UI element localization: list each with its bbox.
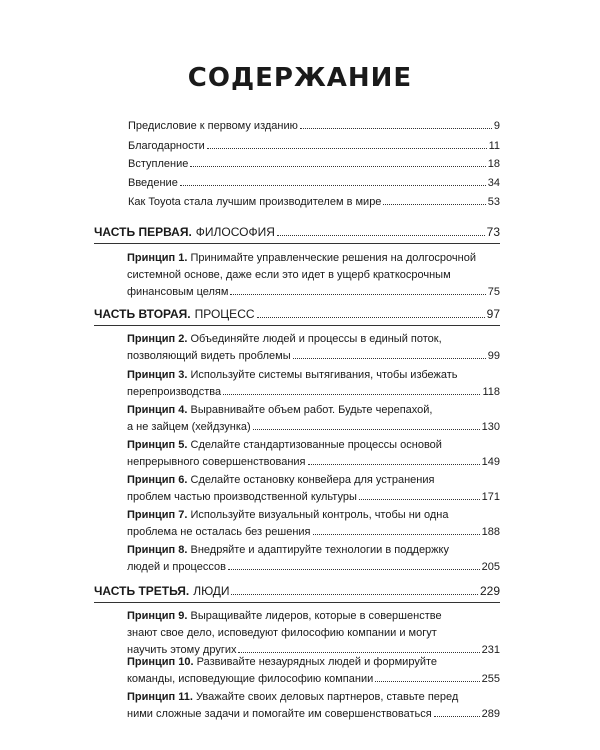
page-number: 75 [487, 286, 500, 298]
page-number: 289 [481, 708, 500, 720]
principle-first-line [127, 691, 458, 703]
principle-line [127, 654, 500, 671]
principle-text: Развивайте незаурядных людей и формируйте [196, 656, 437, 668]
front-matter-item[interactable] [128, 118, 500, 135]
front-matter-item[interactable] [128, 194, 500, 211]
dot-leader [230, 294, 485, 295]
page-number: 130 [481, 421, 500, 433]
principle-line [127, 267, 500, 284]
principle-line [127, 689, 500, 706]
part-divider [94, 325, 500, 326]
principle-line [127, 625, 500, 642]
dot-leader [375, 681, 479, 682]
toc-line [127, 524, 500, 541]
principle-text: позволяющий видеть проблемы [127, 350, 291, 362]
front-matter-item[interactable] [128, 138, 500, 155]
toc-line [94, 306, 500, 323]
toc-line [127, 559, 500, 576]
page-number: 255 [481, 673, 500, 685]
dot-leader [308, 464, 480, 465]
principle-first-line [127, 610, 442, 622]
principle-text: непрерывного совершенствования [127, 456, 306, 468]
principle-line [127, 507, 500, 524]
principle-label: Принцип 9. [127, 610, 188, 622]
entry-title: Предисловие к первому изданию [128, 120, 298, 132]
part-heading[interactable] [94, 306, 500, 323]
principle-text: а не зайцем (хейдзунка) [127, 421, 251, 433]
principle-item[interactable] [127, 608, 500, 659]
toc-line [94, 583, 500, 600]
principle-item[interactable] [127, 367, 500, 401]
principle-text: системной основе, даже если это идет в ущерб краткосрочным [127, 269, 451, 281]
principle-first-line [127, 404, 432, 416]
toc-line [127, 671, 500, 688]
principle-first-line [127, 439, 442, 451]
page-number: 118 [482, 386, 500, 398]
dot-leader [228, 569, 480, 570]
principle-line [127, 402, 500, 419]
page-number: 73 [486, 225, 500, 239]
dot-leader [207, 148, 487, 149]
dot-leader [293, 358, 486, 359]
toc-line [127, 419, 500, 436]
principle-item[interactable] [127, 472, 500, 506]
entry-title: Вступление [128, 158, 189, 170]
toc-line [128, 194, 500, 211]
toc-line [128, 118, 500, 135]
principle-label: Принцип 3. [127, 369, 188, 381]
page-number: 53 [487, 196, 500, 208]
page-number: 9 [493, 120, 500, 132]
principle-first-line [127, 474, 434, 486]
principle-line [127, 250, 500, 267]
principle-label: Принцип 7. [127, 509, 188, 521]
dot-leader [359, 499, 480, 500]
principle-text: знают свое дело, исповедуют философию компании и могут [127, 627, 437, 639]
toc-line [127, 384, 500, 401]
principle-line [127, 437, 500, 454]
principle-text: людей и процессов [127, 561, 226, 573]
principle-text: Сделайте остановку конвейера для устранения [190, 474, 435, 486]
principle-text: Используйте визуальный контроль, чтобы ни одна [190, 509, 449, 521]
principle-text: Уважайте своих деловых партнеров, ставьте перед [196, 691, 459, 703]
principle-label: Принцип 4. [127, 404, 188, 416]
principle-text: Принимайте управленческие решения на долгосрочной [190, 252, 476, 264]
part-label: ЧАСТЬ ТРЕТЬЯ. [94, 584, 190, 598]
page-number: 188 [481, 526, 500, 538]
principle-text: Объединяйте людей и процессы в единый поток, [190, 333, 442, 345]
principle-item[interactable] [127, 402, 500, 436]
principle-label: Принцип 1. [127, 252, 188, 264]
principle-text: проблем частью производственной культуры [127, 491, 357, 503]
part-name: ПРОЦЕСС [194, 307, 255, 321]
toc-line [94, 224, 500, 241]
principle-first-line [127, 656, 437, 668]
dot-leader [190, 166, 485, 167]
toc-line [127, 706, 500, 723]
front-matter-item[interactable] [128, 175, 500, 192]
page-number: 231 [481, 644, 500, 656]
principle-text: проблема не осталась без решения [127, 526, 311, 538]
principle-text: финансовым целям [127, 286, 229, 298]
toc-line [127, 284, 500, 301]
principle-text: Внедряйте и адаптируйте технологии в поддержку [190, 544, 449, 556]
principle-label: Принцип 11. [127, 691, 193, 703]
page-title: СОДЕРЖАНИЕ [187, 63, 413, 93]
principle-label: Принцип 5. [127, 439, 188, 451]
page-number: 97 [486, 307, 500, 321]
principle-first-line [127, 252, 476, 264]
principle-text: Выращивайте лидеров, которые в совершенстве [190, 610, 442, 622]
entry-title: Введение [128, 177, 178, 189]
principle-text: перепроизводства [127, 386, 222, 398]
principle-text: ними сложные задачи и помогайте им совершенствоваться [127, 708, 432, 720]
principle-first-line [127, 333, 442, 345]
principle-item[interactable] [127, 689, 500, 723]
dot-leader [383, 204, 485, 205]
page-number: 99 [487, 350, 500, 362]
page-number: 171 [481, 491, 500, 503]
toc-line [128, 156, 500, 173]
principle-item[interactable] [127, 542, 500, 576]
page-number: 149 [481, 456, 500, 468]
entry-title: Благодарности [128, 140, 205, 152]
principle-line [127, 608, 500, 625]
dot-leader [277, 235, 485, 236]
toc-line [127, 454, 500, 471]
principle-item[interactable] [127, 331, 500, 365]
principle-line [127, 472, 500, 489]
part-label: ЧАСТЬ ВТОРАЯ. [94, 307, 191, 321]
dot-leader [231, 594, 477, 595]
principle-item[interactable] [127, 654, 500, 688]
toc-line [127, 348, 500, 365]
part-divider [94, 243, 500, 244]
page-number: 229 [479, 584, 500, 598]
toc-line [128, 175, 500, 192]
principle-line [127, 331, 500, 348]
principle-label: Принцип 10. [127, 656, 194, 668]
part-name: ФИЛОСОФИЯ [195, 225, 275, 239]
dot-leader [300, 128, 492, 129]
dot-leader [313, 534, 480, 535]
page-number: 18 [487, 158, 500, 170]
dot-leader [434, 716, 480, 717]
toc-line [127, 489, 500, 506]
part-heading[interactable] [94, 583, 500, 600]
dot-leader [180, 185, 486, 186]
principle-text: Выравнивайте объем работ. Будьте черепахой, [190, 404, 433, 416]
principle-label: Принцип 2. [127, 333, 188, 345]
principle-line [127, 367, 500, 384]
principle-label: Принцип 6. [127, 474, 188, 486]
toc-line [128, 138, 500, 155]
principle-first-line [127, 509, 448, 521]
principle-text: Сделайте стандартизованные процессы основой [190, 439, 442, 451]
principle-text: команды, исповедующие философию компании [127, 673, 374, 685]
dot-leader [238, 652, 479, 653]
principle-line [127, 542, 500, 559]
principle-first-line [127, 369, 458, 381]
part-label: ЧАСТЬ ПЕРВАЯ. [94, 225, 192, 239]
principle-item[interactable] [127, 250, 500, 301]
page-number: 11 [488, 140, 500, 152]
entry-title: Как Toyota стала лучшим производителем в мире [128, 196, 382, 208]
front-matter-item[interactable] [128, 156, 500, 173]
part-divider [94, 602, 500, 603]
principle-item[interactable] [127, 507, 500, 541]
page-number: 205 [481, 561, 500, 573]
part-name: ЛЮДИ [193, 584, 230, 598]
principle-text: научить этому других [127, 644, 237, 656]
page-number: 34 [487, 177, 500, 189]
part-heading[interactable] [94, 224, 500, 241]
dot-leader [223, 394, 480, 395]
principle-label: Принцип 8. [127, 544, 188, 556]
principle-first-line [127, 544, 449, 556]
dot-leader [257, 317, 485, 318]
dot-leader [253, 429, 480, 430]
principle-item[interactable] [127, 437, 500, 471]
principle-text: Используйте системы вытягивания, чтобы избежать [190, 369, 458, 381]
